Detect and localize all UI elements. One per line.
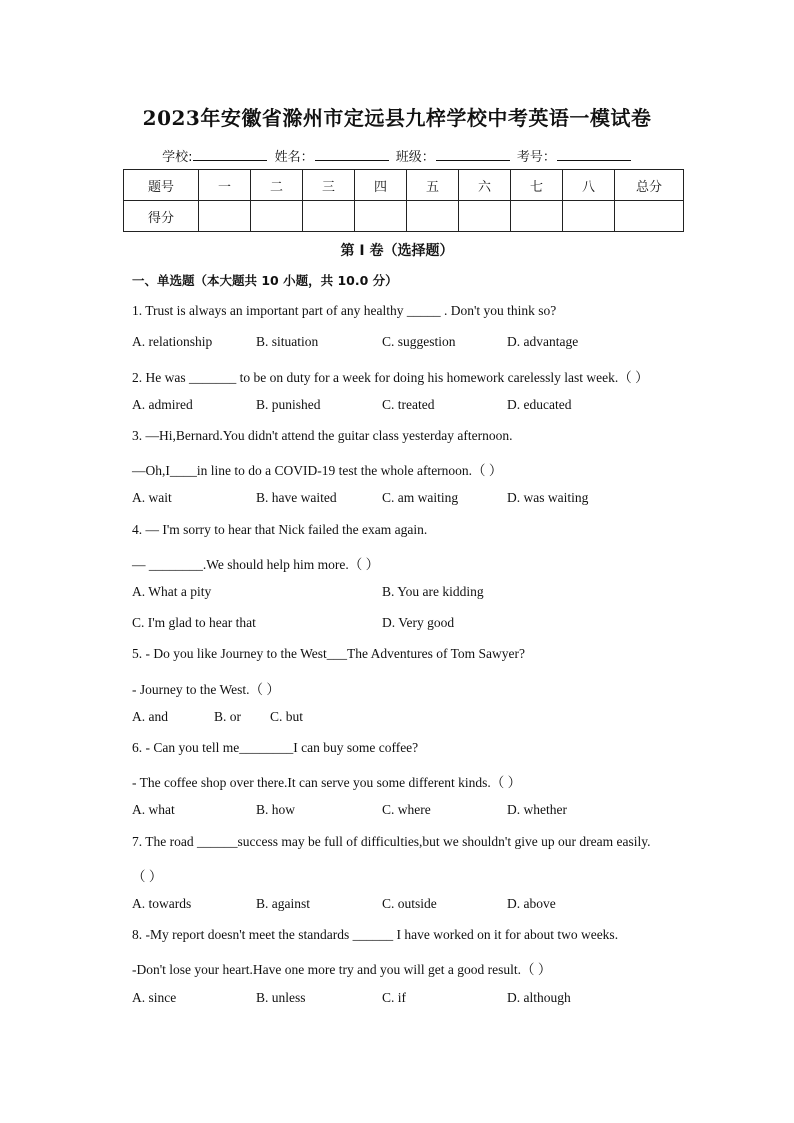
option-b[interactable]: B. against	[256, 896, 310, 911]
question-8-stem: 8. -My report doesn't meet the standards ______ I have worked on it for about two weeks.	[132, 927, 619, 942]
question-6-stem: 6. - Can you tell me________I can buy some coffee?	[132, 740, 419, 755]
question-8-stem-line-2: -Don't lose your heart.Have one more try and you will get a good result.（ ）	[132, 962, 552, 977]
option-c[interactable]: C. but	[270, 709, 304, 724]
score-table	[123, 169, 684, 232]
score-cell[interactable]	[355, 201, 407, 232]
score-header-cell: 题号	[124, 170, 199, 201]
option-a[interactable]: A. what	[132, 802, 175, 817]
option-b[interactable]: B. have waited	[256, 490, 337, 505]
score-header-cell: 六	[459, 170, 511, 201]
option-d[interactable]: D. was waiting	[507, 490, 589, 505]
name-label: 姓名：	[274, 150, 314, 165]
option-b[interactable]: B. You are kidding	[382, 584, 484, 599]
score-header-cell: 五	[407, 170, 459, 201]
question-4-stem: 4. — I'm sorry to hear that Nick failed the exam again.	[132, 522, 428, 537]
score-header-cell: 二	[251, 170, 303, 201]
option-b[interactable]: B. punished	[256, 397, 321, 412]
question-5-stem-line-2: - Journey to the West.（ ）	[132, 682, 280, 697]
class-label: 班级：	[395, 150, 435, 165]
question-1-stem: 1. Trust is always an important part of any healthy _____ . Don't you think so?	[132, 303, 557, 318]
name-blank[interactable]	[315, 148, 389, 161]
score-row-label: 得分	[124, 201, 199, 232]
question-5-stem: 5. - Do you like Journey to the West___The Adventures of Tom Sawyer?	[132, 646, 526, 661]
exam-number-blank[interactable]	[557, 148, 631, 161]
score-table-header-row	[124, 170, 684, 201]
option-b[interactable]: B. how	[256, 802, 296, 817]
score-cell[interactable]	[407, 201, 459, 232]
question-3-stem-line-2: —Oh,I____in line to do a COVID-19 test the whole afternoon.（ ）	[132, 463, 503, 478]
question-7-stem-line-2: （ ）	[132, 869, 163, 884]
question-2-stem: 2. He was _______ to be on duty for a week for doing his homework carelessly last week.（ ）	[132, 370, 649, 385]
option-c[interactable]: C. treated	[382, 397, 435, 412]
score-header-cell: 一	[199, 170, 251, 201]
question-4-stem-line-2: — ________.We should help him more.（ ）	[132, 557, 380, 572]
option-d[interactable]: D. although	[507, 990, 571, 1005]
option-b[interactable]: B. unless	[256, 990, 306, 1005]
option-a[interactable]: A. towards	[132, 896, 192, 911]
option-a[interactable]: A. relationship	[132, 334, 213, 349]
option-a[interactable]: A. and	[132, 709, 168, 724]
score-cell[interactable]	[459, 201, 511, 232]
question-6-stem-line-2: - The coffee shop over there.It can serve you some different kinds.（ ）	[132, 775, 522, 790]
score-cell[interactable]	[199, 201, 251, 232]
option-d[interactable]: D. educated	[507, 397, 572, 412]
option-b[interactable]: B. situation	[256, 334, 319, 349]
score-header-cell: 三	[303, 170, 355, 201]
option-c[interactable]: C. where	[382, 802, 431, 817]
option-d[interactable]: D. Very good	[382, 615, 455, 630]
score-header-cell: 总分	[615, 170, 684, 201]
score-table-score-row	[124, 201, 684, 232]
exam-number-label: 考号：	[516, 150, 556, 165]
option-c[interactable]: C. am waiting	[382, 490, 459, 505]
school-label: 学校:	[162, 150, 193, 165]
score-cell[interactable]	[511, 201, 563, 232]
exam-title: 2023年安徽省滁州市定远县九梓学校中考英语一模试卷	[142, 106, 652, 130]
score-cell[interactable]	[251, 201, 303, 232]
section-title: 第 I 卷（选择题）	[340, 243, 454, 259]
option-a[interactable]: A. admired	[132, 397, 193, 412]
score-header-cell: 八	[563, 170, 615, 201]
part-title: 一、单选题（本大题共 10 小题，共 10.0 分）	[132, 273, 398, 288]
option-d[interactable]: D. above	[507, 896, 556, 911]
option-a[interactable]: A. since	[132, 990, 177, 1005]
option-d[interactable]: D. advantage	[507, 334, 579, 349]
score-cell[interactable]	[303, 201, 355, 232]
score-cell[interactable]	[615, 201, 684, 232]
option-b[interactable]: B. or	[214, 709, 241, 724]
score-cell[interactable]	[563, 201, 615, 232]
option-c[interactable]: C. if	[382, 990, 407, 1005]
option-c[interactable]: C. outside	[382, 896, 437, 911]
class-blank[interactable]	[436, 148, 510, 161]
option-c[interactable]: C. I'm glad to hear that	[132, 615, 256, 630]
question-7-stem: 7. The road ______success may be full of difficulties,but we shouldn't give up our dream easily.	[132, 834, 651, 849]
score-header-cell: 四	[355, 170, 407, 201]
score-header-cell: 七	[511, 170, 563, 201]
option-a[interactable]: A. What a pity	[132, 584, 212, 599]
option-d[interactable]: D. whether	[507, 802, 567, 817]
option-a[interactable]: A. wait	[132, 490, 172, 505]
question-3-stem: 3. —Hi,Bernard.You didn't attend the guitar class yesterday afternoon.	[132, 428, 513, 443]
option-c[interactable]: C. suggestion	[382, 334, 456, 349]
school-blank[interactable]	[193, 148, 267, 161]
student-info-line	[0, 146, 794, 165]
